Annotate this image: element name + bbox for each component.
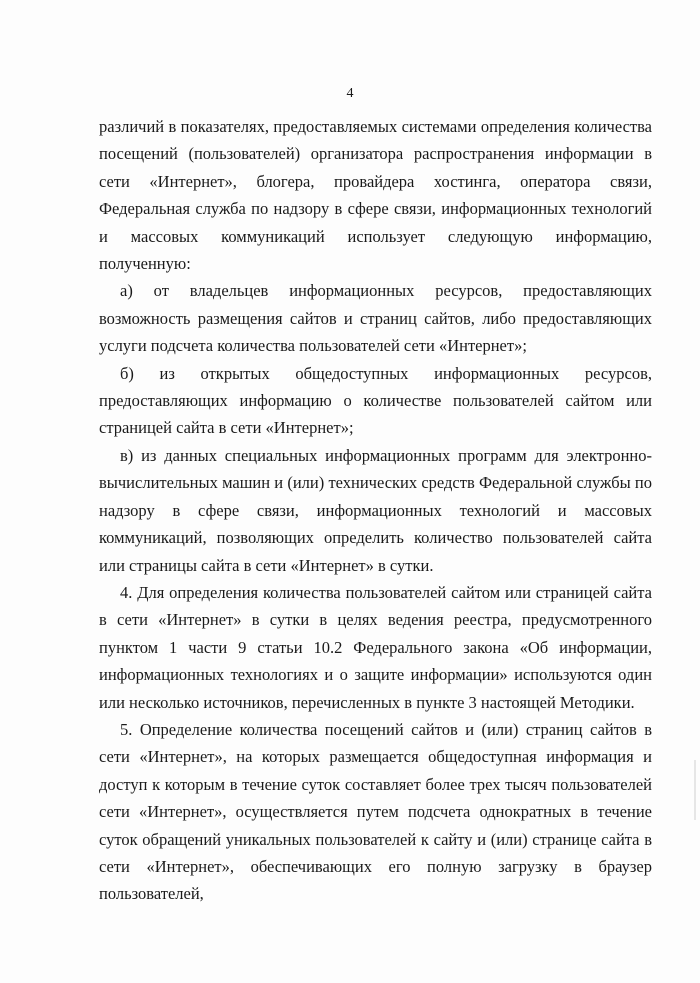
paragraph-4: 4. Для определения количества пользователей сайтом или страницей сайта в сети «Интернет» в сутки в целях ведения реестра, предусмотренного пунктом 1 части 9 статьи 10.2 Федерального закона «Об информации, информационных технологиях и о защите информации» используются один или несколько источников, перечисленных в пункте 3 настоящей Методики. <box>99 582 652 712</box>
page-number: 4 <box>346 86 354 101</box>
paragraph-item-a: а) от владельцев информационных ресурсов, предоставляющих возможность размещения сайтов и страниц сайтов, либо предоставляющих услуги подсчета количества пользователей сети «Интернет»; <box>99 281 652 356</box>
paragraph-continuation: различий в показателях, предоставляемых системами определения количества посещений (пользователей) организатора распространения информации в сети «Интернет», блогера, провайдера хостинга, оператора связи, Федеральная служба по надзору в сфере связи, информационных технологий и массовых коммуникаций использует следующую информацию, полученную: <box>99 117 652 274</box>
document-body <box>99 113 652 908</box>
paragraph-item-b: б) из открытых общедоступных информационных ресурсов, предоставляющих информацию о количестве пользователей сайтом или страницей сайта в сети «Интернет»; <box>99 363 652 438</box>
paragraph-item-v: в) из данных специальных информационных программ для электронно-вычислительных машин и (или) технических средств Федеральной службы по надзору в сфере связи, информационных технологий и массовых коммуникаций, позволяющих определить количество пользователей сайта или страницы сайта в сети «Интернет» в сутки. <box>99 445 652 575</box>
scan-edge-mark <box>694 760 696 820</box>
paragraph-5: 5. Определение количества посещений сайтов и (или) страниц сайтов в сети «Интернет», на которых размещается общедоступная информация и доступ к которым в течение суток составляет более трех тысяч пользователей сети «Интернет», осуществляется путем подсчета однократных в течение суток обращений уникальных пользователей к сайту и (или) странице сайта в сети «Интернет», обеспечивающих его полную загрузку в браузер пользователей, <box>99 719 652 904</box>
